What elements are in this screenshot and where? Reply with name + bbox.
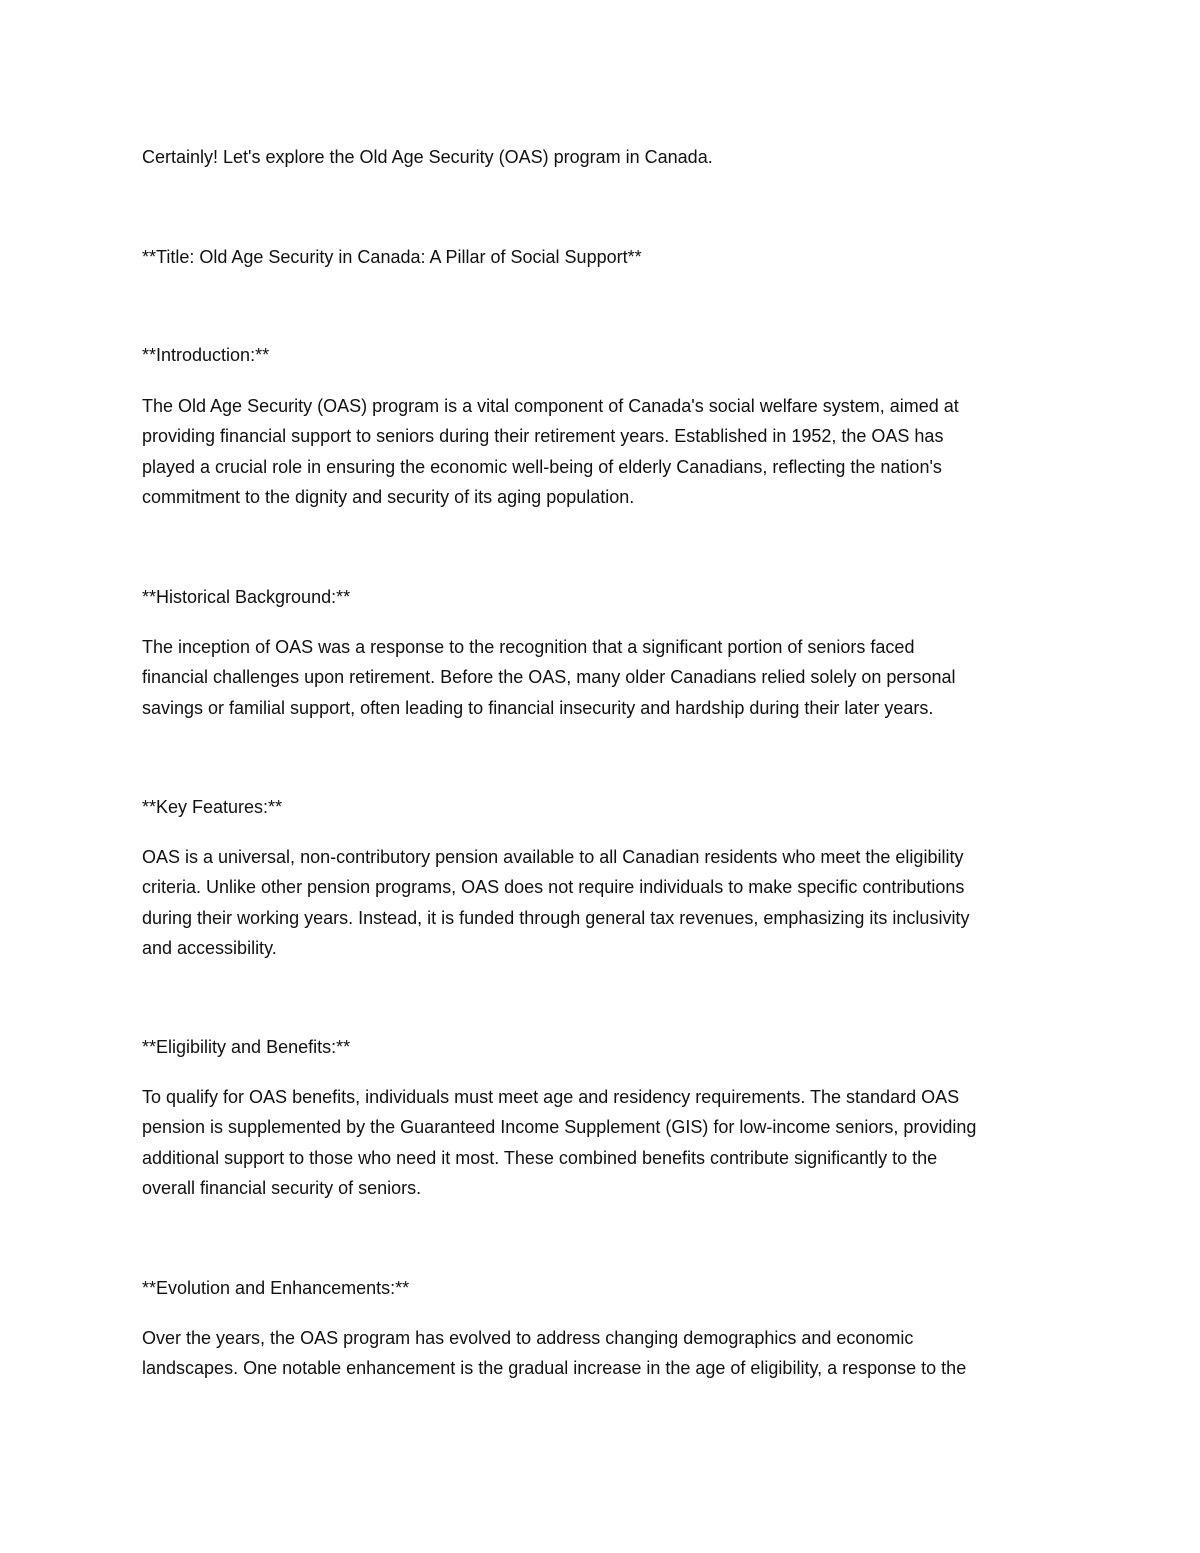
section-body-historical-background	[142, 632, 1072, 723]
paragraph-line: additional support to those who need it most. These combined benefits contribute significantly to the	[142, 1147, 938, 1168]
section-heading-eligibility-and-benefits: **Eligibility and Benefits:**	[142, 1037, 351, 1057]
section-body-evolution-and-enhancements	[142, 1323, 1072, 1384]
section-heading-introduction: **Introduction:**	[142, 345, 270, 365]
paragraph-line: overall financial security of seniors.	[142, 1177, 422, 1198]
section-body-key-features	[142, 842, 1072, 963]
paragraph-line: The Old Age Security (OAS) program is a vital component of Canada's social welfare system, aimed at	[142, 396, 959, 416]
paragraph-line: criteria. Unlike other pension programs, OAS does not require individuals to make specific contributions	[142, 877, 965, 898]
section-heading-key-features: **Key Features:**	[142, 797, 283, 817]
paragraph-line: commitment to the dignity and security of its aging population.	[142, 486, 635, 507]
paragraph-line: OAS is a universal, non-contributory pension available to all Canadian residents who meet the eligibility	[142, 847, 964, 867]
paragraph-line: during their working years. Instead, it is funded through general tax revenues, emphasizing its inclusivity	[142, 907, 970, 928]
paragraph-line: and accessibility.	[142, 937, 277, 958]
paragraph-line: pension is supplemented by the Guaranteed Income Supplement (GIS) for low-income seniors, providing	[142, 1117, 977, 1138]
paragraph-line: landscapes. One notable enhancement is the gradual increase in the age of eligibility, a response to the	[142, 1358, 967, 1379]
paragraph-line: providing financial support to seniors during their retirement years. Established in 1952, the OAS has	[142, 426, 944, 447]
section-heading-evolution-and-enhancements: **Evolution and Enhancements:**	[142, 1278, 410, 1298]
paragraph-line: savings or familial support, often leading to financial insecurity and hardship during their later years.	[142, 697, 934, 718]
paragraph-line: The inception of OAS was a response to the recognition that a significant portion of seniors faced	[142, 637, 915, 657]
paragraph-line: To qualify for OAS benefits, individuals must meet age and residency requirements. The standard OAS	[142, 1087, 960, 1107]
paragraph-line: financial challenges upon retirement. Before the OAS, many older Canadians relied solely on personal	[142, 667, 956, 688]
paragraph-line: played a crucial role in ensuring the economic well-being of elderly Canadians, reflecting the nation's	[142, 456, 942, 477]
section-body-eligibility-and-benefits	[142, 1082, 1072, 1203]
paragraph-line: Over the years, the OAS program has evolved to address changing demographics and economic	[142, 1328, 914, 1348]
section-body-introduction	[142, 391, 1072, 512]
intro-line: Certainly! Let's explore the Old Age Security (OAS) program in Canada.	[142, 147, 713, 167]
document-title: **Title: Old Age Security in Canada: A Pillar of Social Support**	[142, 247, 642, 267]
section-heading-historical-background: **Historical Background:**	[142, 587, 351, 607]
